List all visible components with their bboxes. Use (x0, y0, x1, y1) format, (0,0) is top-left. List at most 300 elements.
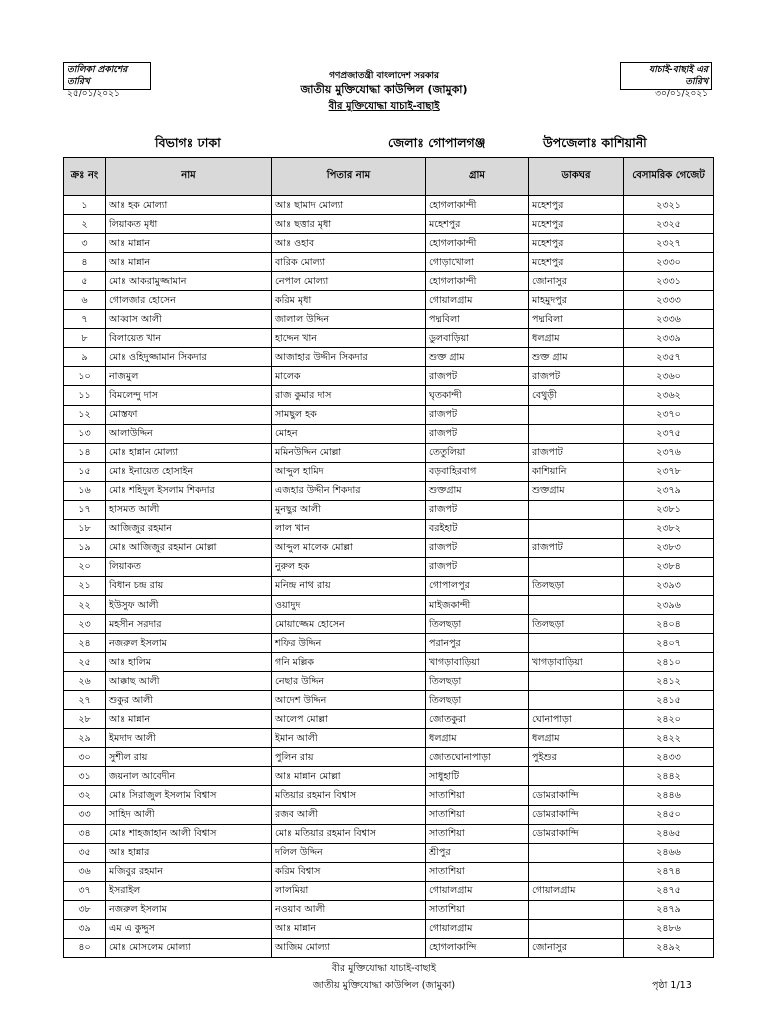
cell-serial: ২৭ (64, 691, 106, 710)
cell-name: আব্বাস আলী (106, 310, 272, 329)
cell-village: গোয়ালগ্রাম (426, 291, 529, 310)
cell-gazette: ২৪৬৬ (624, 843, 714, 862)
table-row (64, 576, 714, 595)
cell-serial: ৩৩ (64, 805, 106, 824)
cell-father-name: আঃ ওহাব (272, 234, 426, 253)
document-title-text: বীর মুক্তিযোদ্ধা যাচাই-বাছাই (328, 101, 440, 112)
cell-gazette: ২৪১০ (624, 653, 714, 672)
cell-father-name: রাজ কুমার দাস (272, 386, 426, 405)
cell-father-name: দলিল উদ্দিন (272, 843, 426, 862)
table-row (64, 215, 714, 234)
cell-post-office (529, 767, 624, 786)
cell-village: শ্রীপুর (426, 843, 529, 862)
cell-gazette: ২৪৫০ (624, 805, 714, 824)
cell-name: আলাউদ্দিন (106, 424, 272, 443)
cell-village: গোয়ালগ্রাম (426, 919, 529, 938)
cell-father-name: আঃ ছামাদ মোল্যা (272, 196, 426, 215)
cell-village: ঘৃতকান্দী (426, 386, 529, 405)
cell-gazette: ২৩২১ (624, 196, 714, 215)
cell-post-office: রাজপট (529, 367, 624, 386)
cell-gazette: ২৩৭৯ (624, 481, 714, 500)
cell-village: পদ্মবিলা (426, 310, 529, 329)
cell-name: আঃ মান্নান (106, 253, 272, 272)
cell-serial: ২৪ (64, 634, 106, 653)
cell-father-name: রজব আলী (272, 805, 426, 824)
cell-serial: ১০ (64, 367, 106, 386)
cell-name: শুকুর আলী (106, 691, 272, 710)
cell-village: শুক্ত গ্রাম (426, 348, 529, 367)
cell-serial: ২০ (64, 557, 106, 576)
table-row (64, 938, 714, 957)
cell-post-office: মহেশপুর (529, 234, 624, 253)
cell-name: বিমলেন্দু দাস (106, 386, 272, 405)
cell-serial: ৩ (64, 234, 106, 253)
cell-village: শুক্তগ্রাম (426, 481, 529, 500)
cell-serial: ১৪ (64, 443, 106, 462)
cell-post-office (529, 900, 624, 919)
cell-gazette: ২৪৭৫ (624, 881, 714, 900)
cell-name: সাহিদ আলী (106, 805, 272, 824)
table-row (64, 500, 714, 519)
cell-village: তেতুলিয়া (426, 443, 529, 462)
cell-father-name: সামছুল হক (272, 405, 426, 424)
cell-post-office: শুক্ত গ্রাম (529, 348, 624, 367)
cell-father-name: মতিয়ার রহমান বিশ্বাস (272, 786, 426, 805)
cell-gazette: ২৩৬০ (624, 367, 714, 386)
cell-father-name: আব্দুল মালেক মোল্লা (272, 538, 426, 557)
cell-gazette: ২৩৫৭ (624, 348, 714, 367)
cell-gazette: ২৪১২ (624, 672, 714, 691)
cell-serial: ২৮ (64, 710, 106, 729)
cell-father-name: আঃ মান্নান মোল্লা (272, 767, 426, 786)
cell-serial: ২৩ (64, 615, 106, 634)
cell-father-name: আঃ মান্নান (272, 919, 426, 938)
cell-father-name: আঃ ছত্তার মৃধা (272, 215, 426, 234)
cell-village: সাতাশিয়া (426, 862, 529, 881)
cell-serial: ৪০ (64, 938, 106, 957)
cell-gazette: ২৩৭৫ (624, 424, 714, 443)
cell-village: সাতাশিয়া (426, 805, 529, 824)
table-row (64, 634, 714, 653)
cell-serial: ৩৮ (64, 900, 106, 919)
cell-name: নজরুল ইসলাম (106, 900, 272, 919)
footer-council: জাতীয় মুক্তিযোদ্ধা কাউন্সিল (জামুকা) (312, 980, 456, 991)
cell-serial: ৮ (64, 329, 106, 348)
cell-gazette: ২৩২৭ (624, 234, 714, 253)
cell-name: আঃ মান্নান (106, 234, 272, 253)
cell-gazette: ২৪৪২ (624, 767, 714, 786)
table-row (64, 900, 714, 919)
cell-village: জোতকুরা (426, 710, 529, 729)
cell-father-name: শফির উদ্দিন (272, 634, 426, 653)
cell-post-office (529, 557, 624, 576)
cell-post-office (529, 405, 624, 424)
cell-father-name: করিম মৃধা (272, 291, 426, 310)
cell-serial: ১৩ (64, 424, 106, 443)
cell-name: মোঃ আকরামুজ্জামান (106, 272, 272, 291)
cell-village: ডুলবাড়িয়া (426, 329, 529, 348)
cell-name: বিলায়েত খান (106, 329, 272, 348)
cell-name: ইউসুফ আলী (106, 595, 272, 614)
cell-serial: ৯ (64, 348, 106, 367)
cell-serial: ১৬ (64, 481, 106, 500)
cell-father-name: লালমিয়া (272, 881, 426, 900)
cell-father-name: মোঃ মতিয়ার রহমান বিশ্বাস (272, 824, 426, 843)
table-row (64, 329, 714, 348)
cell-post-office (529, 919, 624, 938)
division-label: বিভাগঃ ঢাকা (155, 135, 221, 150)
cell-post-office: তিলছড়া (529, 615, 624, 634)
cell-father-name: মুনছুর আলী (272, 500, 426, 519)
cell-serial: ২২ (64, 595, 106, 614)
cell-name: আঃ মান্নান (106, 710, 272, 729)
cell-village: জোতঘোনাপাড়া (426, 748, 529, 767)
cell-name: মোঃ ইনায়েত হোসাইন (106, 462, 272, 481)
cell-post-office (529, 843, 624, 862)
cell-serial: ৩০ (64, 748, 106, 767)
cell-post-office: কাশিয়ানি (529, 462, 624, 481)
cell-name: মোঃ ওহিদুজ্জামান সিকদার (106, 348, 272, 367)
cell-serial: ৭ (64, 310, 106, 329)
cell-father-name: নেছার উদ্দিন (272, 672, 426, 691)
cell-gazette: ২৪১৫ (624, 691, 714, 710)
table-row (64, 538, 714, 557)
cell-gazette: ২৩৮২ (624, 519, 714, 538)
cell-gazette: ২৪২২ (624, 729, 714, 748)
cell-serial: ১১ (64, 386, 106, 405)
cell-father-name: মনিন্দ্র নাথ রায় (272, 576, 426, 595)
cell-name: লিয়াকত মৃধা (106, 215, 272, 234)
cell-serial: ৩৫ (64, 843, 106, 862)
table-row (64, 615, 714, 634)
table-row (64, 424, 714, 443)
cell-post-office: জোনাসুর (529, 938, 624, 957)
cell-gazette: ২৪৮৬ (624, 919, 714, 938)
cell-post-office: ঘোনাপাড়া (529, 710, 624, 729)
cell-post-office: মহেশপুর (529, 196, 624, 215)
cell-name: নজরুল ইসলাম (106, 634, 272, 653)
cell-village: পরানপুর (426, 634, 529, 653)
cell-post-office: রাজপাট (529, 443, 624, 462)
cell-post-office: ধলগ্রাম (529, 329, 624, 348)
upazila-label: উপজেলাঃ কাশিয়ানী (543, 135, 647, 150)
cell-serial: ৬ (64, 291, 106, 310)
cell-village: সাতাশিয়া (426, 786, 529, 805)
cell-father-name: মালেক (272, 367, 426, 386)
cell-name: এম এ কুদ্দুস (106, 919, 272, 938)
header-serial: ক্রঃ নং (64, 158, 106, 196)
cell-father-name: ওয়াদুদ (272, 595, 426, 614)
cell-serial: ২১ (64, 576, 106, 595)
government-heading: গণপ্রজাতন্ত্রী বাংলাদেশ সরকার (329, 71, 439, 81)
cell-name: জয়নাল আবেদীন (106, 767, 272, 786)
table-body (64, 196, 714, 958)
cell-village: তিলছড়া (426, 691, 529, 710)
cell-father-name: জালাল উদ্দিন (272, 310, 426, 329)
document-title (0, 99, 768, 116)
header-post-office: ডাকঘর (529, 158, 624, 196)
cell-name: আঃ হক মোল্যা (106, 196, 272, 215)
table-row (64, 462, 714, 481)
cell-village: রাজপট (426, 557, 529, 576)
cell-father-name: করিম বিশ্বাস (272, 862, 426, 881)
cell-gazette: ২৩৩৬ (624, 310, 714, 329)
cell-father-name: আব্দুল হামিদ (272, 462, 426, 481)
cell-father-name: নওয়াব আলী (272, 900, 426, 919)
cell-father-name: মমিনউদ্দিন মোল্লা (272, 443, 426, 462)
header-civil-gazette: বেসামরিক গেজেট (624, 158, 714, 196)
cell-gazette: ২৩৭৬ (624, 443, 714, 462)
cell-gazette: ২৩৯৩ (624, 576, 714, 595)
cell-father-name: এজহার উদ্দীন শিকদার (272, 481, 426, 500)
cell-post-office: শুক্তগ্রাম (529, 481, 624, 500)
cell-gazette: ২৪৬৫ (624, 824, 714, 843)
table-row (64, 367, 714, 386)
cell-name: মহসীন সরদার (106, 615, 272, 634)
cell-name: হাসমত আলী (106, 500, 272, 519)
cell-name: মোঃ শাহজাহান আলী বিশ্বাস (106, 824, 272, 843)
table-row (64, 196, 714, 215)
cell-village: সাধুহাটি (426, 767, 529, 786)
cell-serial: ৩৪ (64, 824, 106, 843)
cell-village: খাগড়াবাড়িয়া (426, 653, 529, 672)
cell-village: রাজপট (426, 424, 529, 443)
table-row (64, 881, 714, 900)
cell-name: মোঃ মোসলেম মোল্যা (106, 938, 272, 957)
cell-post-office: ডোমরাকান্দি (529, 805, 624, 824)
cell-gazette: ২৩৩৯ (624, 329, 714, 348)
cell-father-name: আলেপ মোল্লা (272, 710, 426, 729)
cell-serial: ২ (64, 215, 106, 234)
cell-name: বিধান চন্দ্র রায় (106, 576, 272, 595)
table-row (64, 710, 714, 729)
cell-post-office (529, 519, 624, 538)
cell-gazette: ২৩৯৬ (624, 595, 714, 614)
cell-serial: ১৫ (64, 462, 106, 481)
cell-name: নাজমুল (106, 367, 272, 386)
cell-gazette: ২৪০৭ (624, 634, 714, 653)
cell-village: গোয়ালগ্রাম (426, 881, 529, 900)
cell-village: মহেশপুর (426, 215, 529, 234)
cell-gazette: ২৩৩১ (624, 272, 714, 291)
cell-serial: ৩৯ (64, 919, 106, 938)
cell-name: মজিবুর রহমান (106, 862, 272, 881)
cell-serial: ২৬ (64, 672, 106, 691)
cell-serial: ১ (64, 196, 106, 215)
cell-post-office: রাজপাট (529, 538, 624, 557)
cell-post-office (529, 595, 624, 614)
table-row (64, 805, 714, 824)
cell-post-office: ডোমরাকান্দি (529, 824, 624, 843)
cell-post-office: ধলগ্রাম (529, 729, 624, 748)
table-row (64, 481, 714, 500)
table-row (64, 919, 714, 938)
cell-village: ধলগ্রাম (426, 729, 529, 748)
cell-name: আঃ হান্নার (106, 843, 272, 862)
table-row (64, 729, 714, 748)
cell-post-office (529, 634, 624, 653)
cell-gazette: ২৩৮৪ (624, 557, 714, 576)
table-row (64, 653, 714, 672)
cell-gazette: ২৩৮৩ (624, 538, 714, 557)
cell-father-name: গনি মল্লিক (272, 653, 426, 672)
table-row (64, 767, 714, 786)
cell-name: মোঃ আজিজুর রহমান মোল্লা (106, 538, 272, 557)
cell-post-office: খাগড়াবাড়িয়া (529, 653, 624, 672)
cell-post-office: পদ্মবিলা (529, 310, 624, 329)
cell-gazette: ২৪৯২ (624, 938, 714, 957)
table-row (64, 672, 714, 691)
table-row (64, 557, 714, 576)
cell-serial: ৩১ (64, 767, 106, 786)
cell-serial: ৩৭ (64, 881, 106, 900)
cell-post-office: গোয়ালগ্রাম (529, 881, 624, 900)
cell-gazette: ২৪৪৬ (624, 786, 714, 805)
cell-village: তিলছড়া (426, 672, 529, 691)
cell-serial: ৩২ (64, 786, 106, 805)
cell-father-name: নুরুল হক (272, 557, 426, 576)
table-row (64, 348, 714, 367)
cell-father-name: হাদ্দেন খান (272, 329, 426, 348)
cell-gazette: ২৩৩০ (624, 253, 714, 272)
cell-village: রাজপট (426, 538, 529, 557)
cell-post-office (529, 672, 624, 691)
cell-village: বরইহাট (426, 519, 529, 538)
table-row (64, 748, 714, 767)
header-village: গ্রাম (426, 158, 529, 196)
cell-father-name: মোয়াজ্জেম হোসেন (272, 615, 426, 634)
cell-post-office: তিলছড়া (529, 576, 624, 595)
table-row (64, 786, 714, 805)
publish-date-label: তালিকা প্রকাশের তারিখ (67, 65, 128, 87)
cell-name: মোঃ শহিদুল ইসলাম শিকদার (106, 481, 272, 500)
cell-post-office: মাহমুদপুর (529, 291, 624, 310)
cell-name: ইসরাইল (106, 881, 272, 900)
cell-name: লিয়াকত (106, 557, 272, 576)
cell-village: সাতাশিয়া (426, 900, 529, 919)
cell-gazette: ২৩৭৮ (624, 462, 714, 481)
table-row (64, 824, 714, 843)
cell-gazette: ২৩২৫ (624, 215, 714, 234)
table-row (64, 691, 714, 710)
table-row (64, 595, 714, 614)
publish-date-value: ২৫/০১/২০২১ (67, 89, 120, 99)
district-label: জেলাঃ গোপালগঞ্জ (388, 135, 486, 150)
cell-gazette: ২৩৭০ (624, 405, 714, 424)
cell-village: হোগলাকান্দি (426, 938, 529, 957)
header-name: নাম (106, 158, 272, 196)
cell-name: আক্কাছ আলী (106, 672, 272, 691)
table-row (64, 253, 714, 272)
table-row (64, 310, 714, 329)
cell-post-office: ডোমরাকান্দি (529, 786, 624, 805)
table-row (64, 862, 714, 881)
cell-serial: ২৯ (64, 729, 106, 748)
table-row (64, 443, 714, 462)
cell-gazette: ২৪৩৩ (624, 748, 714, 767)
cell-father-name: লাল খান (272, 519, 426, 538)
cell-post-office (529, 500, 624, 519)
cell-gazette: ২৪২০ (624, 710, 714, 729)
cell-village: গোড়াখোলা (426, 253, 529, 272)
cell-father-name: আজাহার উদ্দীন সিকদার (272, 348, 426, 367)
cell-village: রাজপট (426, 367, 529, 386)
verify-date-value: ৩০/০১/২০২১ (655, 89, 708, 99)
cell-father-name: আদেশ উদ্দিন (272, 691, 426, 710)
cell-post-office: মহেশপুর (529, 215, 624, 234)
table-row (64, 291, 714, 310)
cell-post-office (529, 691, 624, 710)
cell-village: হোগলাকান্দী (426, 272, 529, 291)
cell-village: তিলছড়া (426, 615, 529, 634)
cell-village: রাজপট (426, 500, 529, 519)
cell-name: আঃ হালিম (106, 653, 272, 672)
cell-village: রাজপট (426, 405, 529, 424)
cell-village: সাতাশিয়া (426, 824, 529, 843)
cell-village: মাইজকান্দী (426, 595, 529, 614)
cell-name: ইমদাদ আলী (106, 729, 272, 748)
cell-gazette: ২৪৭৯ (624, 900, 714, 919)
cell-village: গোপালপুর (426, 576, 529, 595)
table-row (64, 843, 714, 862)
page-number: পৃষ্ঠা 1/13 (652, 980, 692, 991)
cell-gazette: ২৩৮১ (624, 500, 714, 519)
table-header-row (64, 158, 714, 196)
cell-name: আজিজুর রহমান (106, 519, 272, 538)
cell-father-name: পুলিন রায় (272, 748, 426, 767)
cell-name: মোস্তফা (106, 405, 272, 424)
cell-name: মোঃ হান্নান মোল্যা (106, 443, 272, 462)
cell-post-office (529, 424, 624, 443)
cell-gazette: ২৩৬২ (624, 386, 714, 405)
cell-village: বড়বাহিরবাগ (426, 462, 529, 481)
council-heading: জাতীয় মুক্তিযোদ্ধা কাউন্সিল (জামুকা) (300, 83, 468, 96)
cell-father-name: নেপাল মোল্যা (272, 272, 426, 291)
cell-serial: ১৯ (64, 538, 106, 557)
cell-serial: ৪ (64, 253, 106, 272)
table-row (64, 519, 714, 538)
cell-father-name: মোহন (272, 424, 426, 443)
table-row (64, 272, 714, 291)
cell-post-office (529, 862, 624, 881)
cell-serial: ৫ (64, 272, 106, 291)
cell-post-office: পুইশুর (529, 748, 624, 767)
cell-father-name: বারিক মোল্যা (272, 253, 426, 272)
cell-serial: ১২ (64, 405, 106, 424)
cell-village: হোগলাকান্দী (426, 234, 529, 253)
cell-gazette: ২৪০৪ (624, 615, 714, 634)
cell-village: হোগলাকান্দী (426, 196, 529, 215)
cell-gazette: ২৩৩৩ (624, 291, 714, 310)
verify-date-label: যাচাই-বাছাই এর তারিখ (649, 65, 708, 87)
cell-serial: ৩৬ (64, 862, 106, 881)
cell-father-name: ইমান আলী (272, 729, 426, 748)
cell-serial: ১৮ (64, 519, 106, 538)
cell-serial: ১৭ (64, 500, 106, 519)
table-row (64, 386, 714, 405)
cell-post-office: বেথুড়ী (529, 386, 624, 405)
cell-father-name: আজিম মোল্যা (272, 938, 426, 957)
table-row (64, 405, 714, 424)
cell-name: সুশীল রায় (106, 748, 272, 767)
freedom-fighter-table (63, 157, 714, 958)
cell-post-office: মহেশপুর (529, 253, 624, 272)
cell-gazette: ২৪৭৪ (624, 862, 714, 881)
cell-post-office: জোনাসুর (529, 272, 624, 291)
cell-serial: ২৫ (64, 653, 106, 672)
footer-title: বীর মুক্তিযোদ্ধা যাচাই-বাছাই (331, 963, 437, 974)
table-row (64, 234, 714, 253)
